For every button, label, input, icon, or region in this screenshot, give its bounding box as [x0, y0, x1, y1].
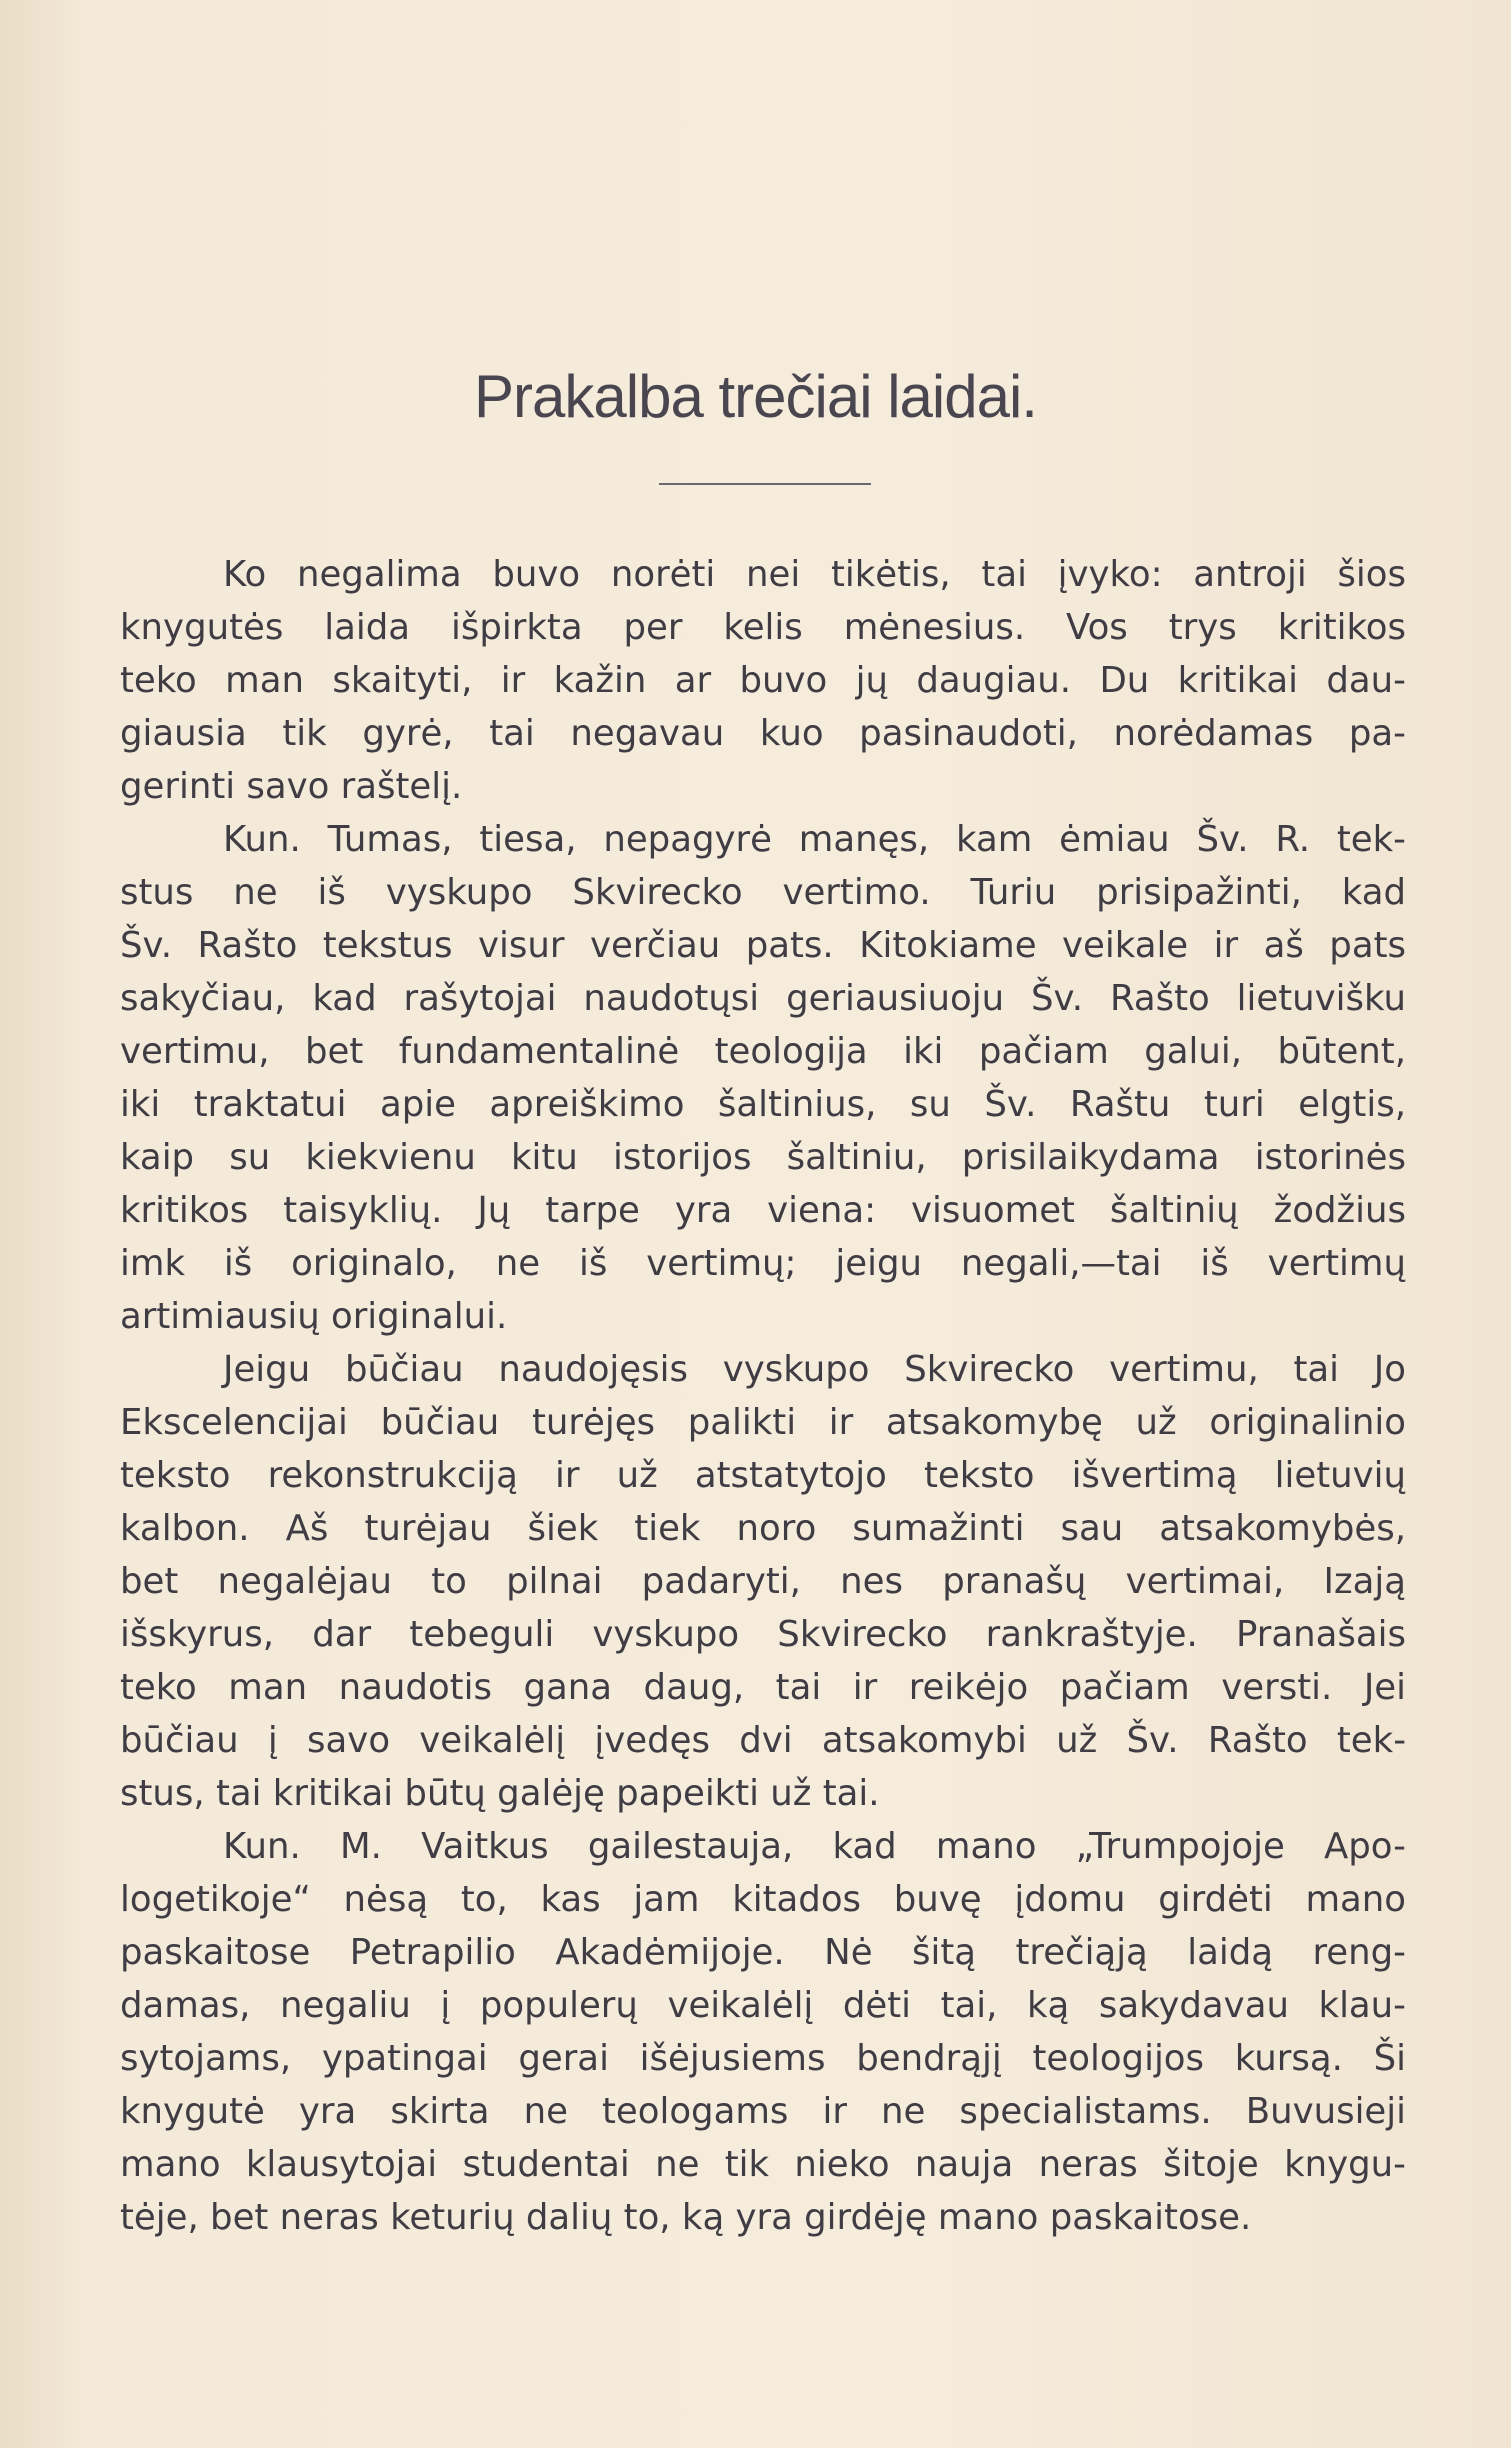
text-line: stus, tai kritikai būtų galėję papeikti už tai.: [120, 1773, 880, 1814]
paragraph-4: [120, 1820, 1406, 2244]
paragraph-3: [120, 1343, 1406, 1820]
text-line: paskaitose Petrapilio Akadėmijoje. Nė šitą trečiąją laidą reng-: [120, 1932, 1406, 1973]
text-line: teko man naudotis gana daug, tai ir reikėjo pačiam versti. Jei: [120, 1667, 1406, 1708]
text-line: artimiausių originalui.: [120, 1296, 508, 1337]
text-line: knygutė yra skirta ne teologams ir ne specialistams. Buvusieji: [120, 2091, 1406, 2132]
text-line: damas, negaliu į populerų veikalėlį dėti tai, ką sakydavau klau-: [120, 1985, 1406, 2026]
text-line: sytojams, ypatingai gerai išėjusiems bendrąjį teologijos kursą. Ši: [120, 2038, 1406, 2079]
text-line: Kun. Tumas, tiesa, nepagyrė manęs, kam ėmiau Šv. R. tek-: [223, 819, 1406, 860]
text-line: sakyčiau, kad rašytojai naudotųsi geriausiuoju Šv. Rašto lietuvišku: [120, 978, 1406, 1019]
paragraph-2: [120, 813, 1406, 1343]
text-line: stus ne iš vyskupo Skvirecko vertimo. Turiu prisipažinti, kad: [120, 872, 1406, 913]
text-line: bet negalėjau to pilnai padaryti, nes pranašų vertimai, Izają: [120, 1561, 1406, 1602]
text-line: kritikos taisyklių. Jų tarpe yra viena: visuomet šaltinių žodžius: [120, 1190, 1406, 1231]
text-line: logetikoje“ nėsą to, kas jam kitados buvę įdomu girdėti mano: [120, 1879, 1406, 1920]
text-line: mano klausytojai studentai ne tik nieko nauja neras šitoje knygu-: [120, 2144, 1406, 2185]
text-line: išskyrus, dar tebeguli vyskupo Skvirecko rankraštyje. Pranašais: [120, 1614, 1406, 1655]
paragraph-1: [120, 548, 1406, 813]
text-line: imk iš originalo, ne iš vertimų; jeigu negali,—tai iš vertimų: [120, 1243, 1406, 1284]
document-body: [120, 548, 1406, 2244]
text-line: knygutės laida išpirkta per kelis mėnesius. Vos trys kritikos: [120, 607, 1406, 648]
text-line: vertimu, bet fundamentalinė teologija iki pačiam galui, būtent,: [120, 1031, 1406, 1072]
text-line: teksto rekonstrukciją ir už atstatytojo teksto išvertimą lietuvių: [120, 1455, 1406, 1496]
text-line: tėje, bet neras keturių dalių to, ką yra girdėję mano paskaitose.: [120, 2197, 1252, 2238]
text-line: kaip su kiekvienu kitu istorijos šaltiniu, prisilaikydama istorinės: [120, 1137, 1406, 1178]
text-line: Ekscelencijai būčiau turėjęs palikti ir atsakomybę už originalinio: [120, 1402, 1406, 1443]
title-divider: [659, 483, 871, 485]
text-line: Šv. Rašto tekstus visur verčiau pats. Kitokiame veikale ir aš pats: [120, 925, 1406, 966]
text-line: teko man skaityti, ir kažin ar buvo jų daugiau. Du kritikai dau-: [120, 660, 1406, 701]
text-line: būčiau į savo veikalėlį įvedęs dvi atsakomybi už Šv. Rašto tek-: [120, 1720, 1406, 1761]
text-line: Kun. M. Vaitkus gailestauja, kad mano „Trumpojoje Apo-: [223, 1826, 1406, 1867]
page-title: Prakalba trečiai laidai.: [474, 363, 1037, 430]
text-line: gerinti savo raštelį.: [120, 766, 463, 807]
text-line: iki traktatui apie apreiškimo šaltinius, su Šv. Raštu turi elgtis,: [120, 1084, 1406, 1125]
text-line: kalbon. Aš turėjau šiek tiek noro sumažinti sau atsakomybės,: [120, 1508, 1406, 1549]
text-line: Jeigu būčiau naudojęsis vyskupo Skvirecko vertimu, tai Jo: [223, 1349, 1406, 1390]
text-line: giausia tik gyrė, tai negavau kuo pasinaudoti, norėdamas pa-: [120, 713, 1406, 754]
text-line: Ko negalima buvo norėti nei tikėtis, tai įvyko: antroji šios: [223, 554, 1406, 595]
